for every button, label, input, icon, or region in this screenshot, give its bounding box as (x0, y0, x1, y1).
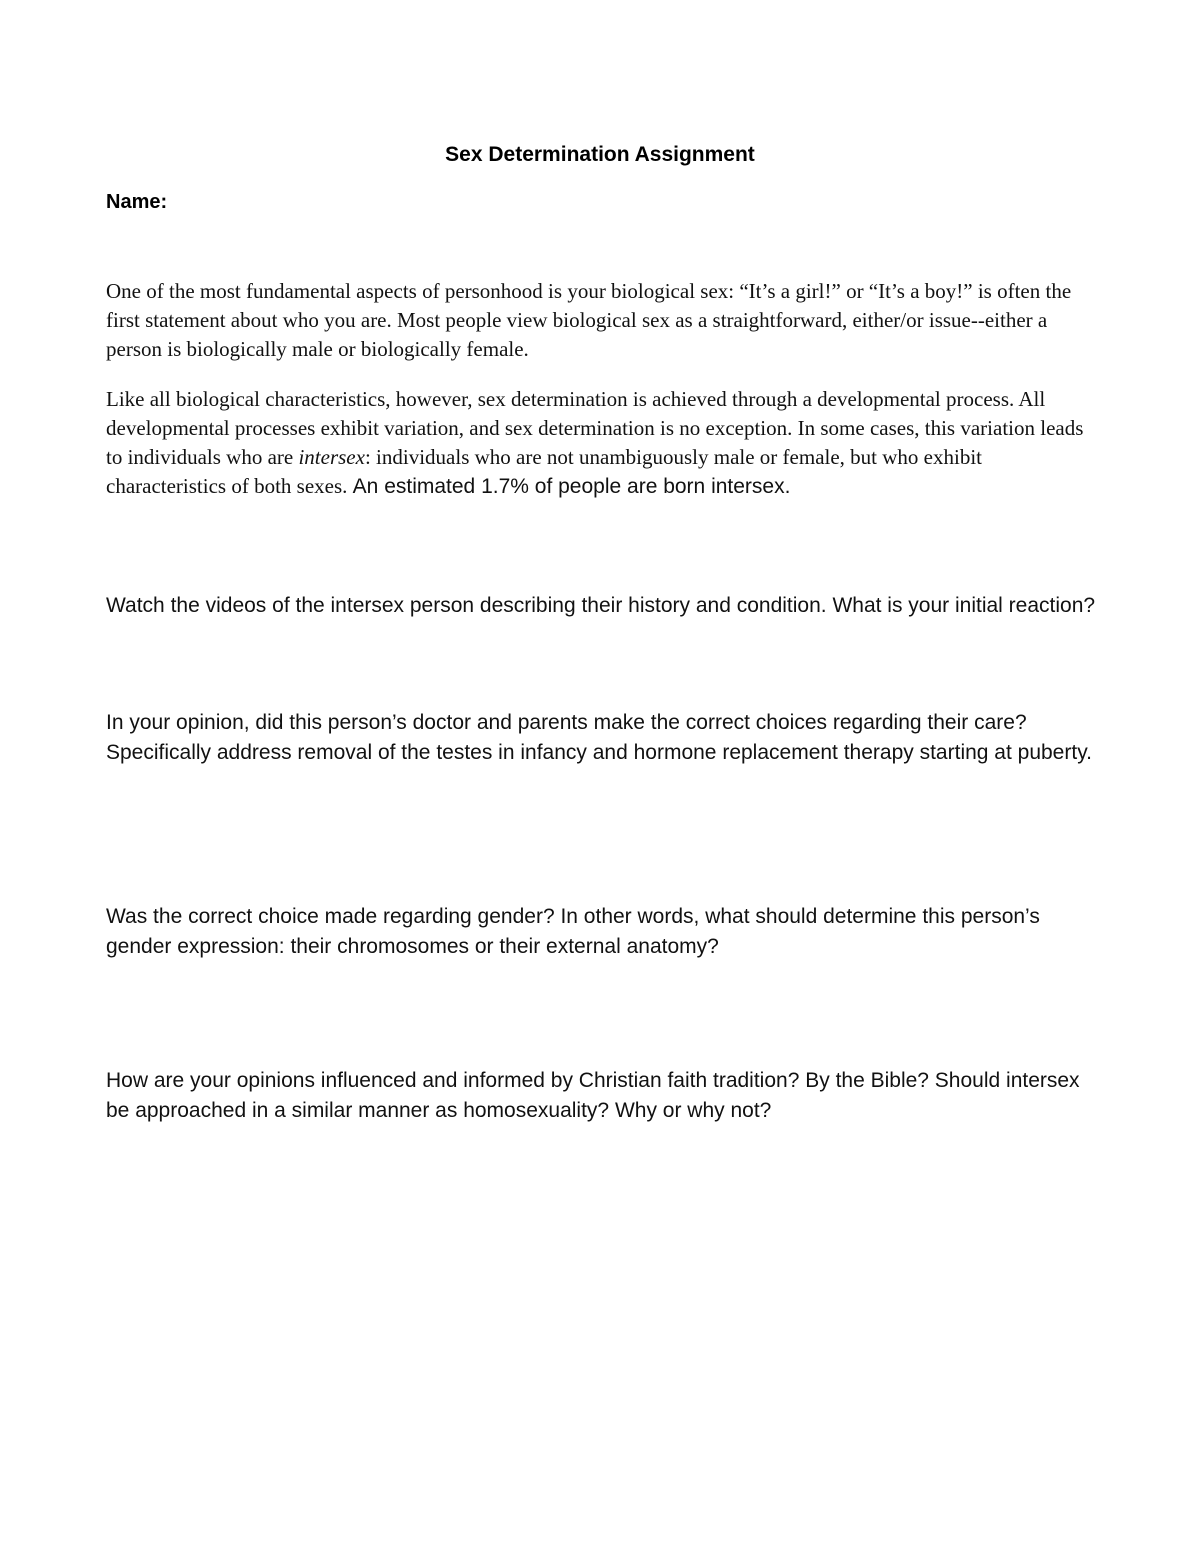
intersex-term: intersex (298, 445, 365, 469)
variation-text-part1: Like all biological characteristics, however, sex determination is achieved through a developmental process. All developmental processes exhibit variation, and sex determination is no exception. In some cases, this variation leads to individuals who are (106, 387, 1084, 469)
question-2: In your opinion, did this person’s doctor and parents make the correct choices regarding their care? Specifically address removal of the testes in infancy and hormone replacement therapy starting at puberty. (106, 711, 1092, 764)
question-3: Was the correct choice made regarding gender? In other words, what should determine this person’s gender expression: their chromosomes or their external anatomy? (106, 905, 1040, 958)
intersex-estimate: An estimated 1.7% of people are born intersex. (352, 475, 791, 498)
name-label: Name: (106, 191, 168, 213)
page-title: Sex Determination Assignment (445, 143, 755, 166)
question-4: How are your opinions influenced and informed by Christian faith tradition? By the Bible? Should intersex be approached in a similar manner as homosexuality? Why or why not? (106, 1069, 1080, 1122)
variation-paragraph (106, 385, 1096, 501)
variation-text-part2: : individuals who are not unambiguously male or female, but who exhibit characteristics of both sexes. (106, 445, 983, 498)
intro-paragraph: One of the most fundamental aspects of personhood is your biological sex: “It’s a girl!” or “It’s a boy!” is often the first statement about who you are. Most people view biological sex as a straightforward, either/or issue--either a person is biologically male or biologically female. (106, 279, 1072, 361)
question-1: Watch the videos of the intersex person describing their history and condition. What is your initial reaction? (106, 594, 1096, 617)
